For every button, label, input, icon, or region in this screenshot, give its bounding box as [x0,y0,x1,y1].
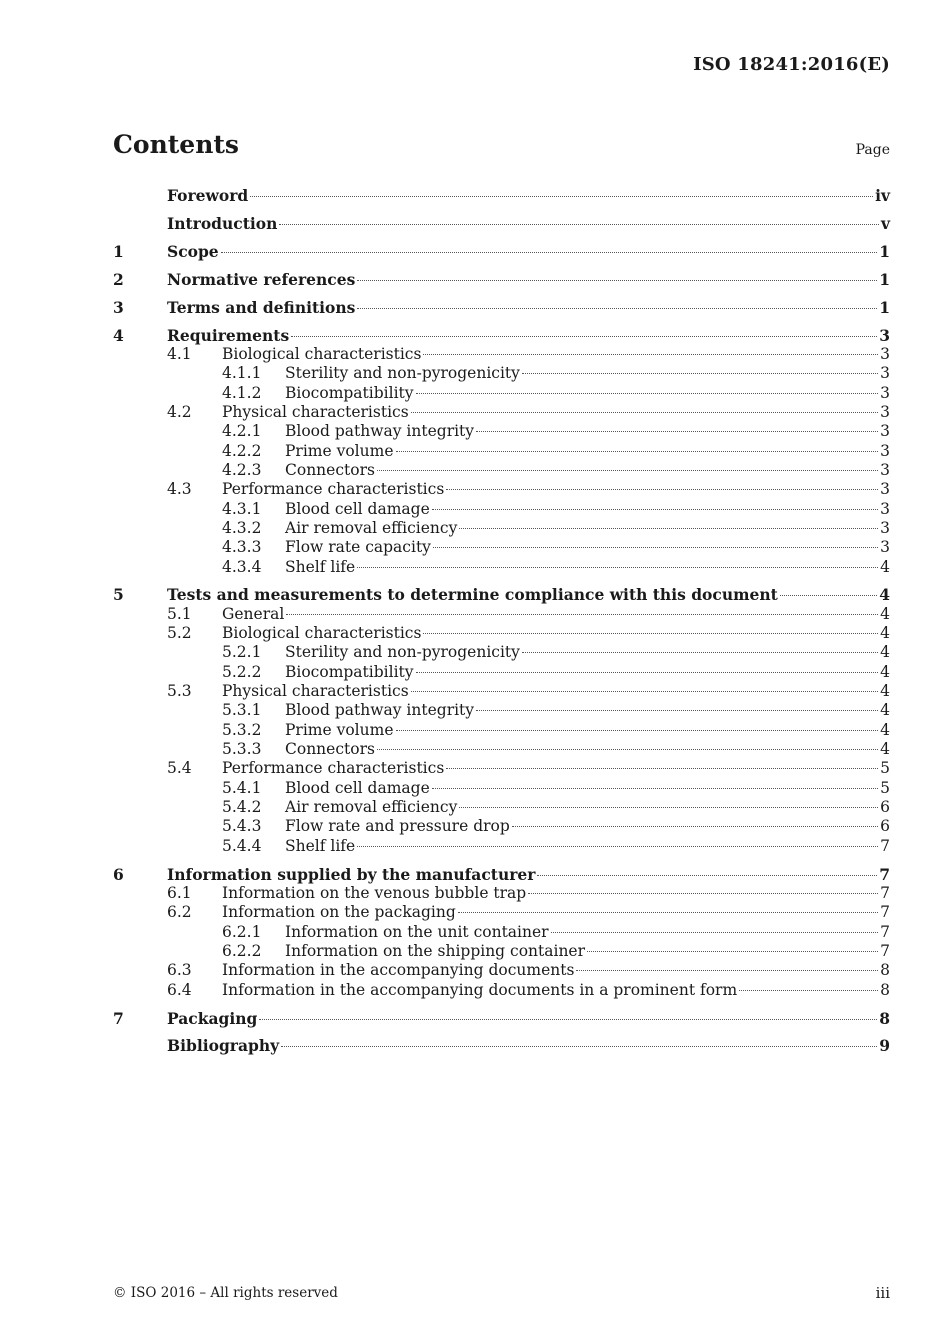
toc-entry-number: 5.3.1 [222,701,262,720]
dot-leader [221,252,878,253]
toc-entry[interactable] [113,461,890,480]
toc-entry-page[interactable]: 4 [880,701,890,720]
toc-entry-page[interactable]: 8 [880,980,890,999]
dot-leader [357,567,878,568]
table-of-contents [113,186,890,1056]
toc-entry-title[interactable]: Connectors [285,460,375,479]
toc-entry-page[interactable]: 3 [880,364,890,383]
dot-leader [459,807,878,808]
toc-entry[interactable] [113,643,890,662]
toc-entry-number: 5.2 [167,624,192,643]
toc-entry[interactable] [113,759,890,778]
toc-entry[interactable] [113,558,890,577]
toc-entry-page[interactable]: 4 [880,557,890,576]
toc-entry-title[interactable]: Physical characteristics [222,682,409,701]
toc-entry-number: 5.4.3 [222,817,262,836]
toc-entry-title[interactable]: Packaging [167,1008,258,1028]
toc-entry-page[interactable]: 5 [880,778,890,797]
toc-entry-number: 6 [113,864,124,884]
dot-leader [780,595,877,596]
toc-entry-page[interactable]: 3 [880,402,890,421]
toc-entry-title[interactable]: Blood pathway integrity [285,701,475,720]
toc-entry-title[interactable]: Foreword [167,186,249,205]
toc-entry-number: 3 [113,297,124,317]
toc-entry-number: 4 [113,325,124,345]
dot-leader [377,749,878,750]
toc-entry[interactable] [113,519,890,538]
toc-entry-title[interactable]: Introduction [167,213,278,233]
toc-entry-title[interactable]: Blood pathway integrity [285,422,475,441]
toc-entry-page[interactable]: 3 [879,325,890,345]
toc-entry[interactable] [113,923,890,942]
toc-entry[interactable] [113,1036,890,1055]
toc-entry-page[interactable]: 4 [879,585,890,605]
toc-entry-page[interactable]: 4 [880,643,890,662]
dot-leader [286,614,878,615]
toc-entry-title[interactable]: Performance characteristics [222,759,445,778]
toc-entry-number: 4.2.2 [222,441,262,460]
toc-entry-number: 2 [113,269,124,289]
dot-leader [476,710,878,711]
document-id: ISO 18241:2016(E) [693,54,890,75]
toc-entry-page[interactable]: 4 [880,604,890,623]
toc-entry[interactable] [113,865,890,884]
toc-entry[interactable] [113,326,890,345]
toc-entry-title[interactable]: Prime volume [285,441,394,460]
footer-copyright: © ISO 2016 – All rights reserved [113,1285,338,1301]
dot-leader [411,691,878,692]
dot-leader [250,196,873,197]
toc-entry-number: 1 [113,241,124,261]
toc-entry-page[interactable]: 3 [880,383,890,402]
toc-entry[interactable] [113,942,890,961]
dot-leader [512,826,878,827]
toc-entry-title[interactable]: Prime volume [285,720,394,739]
toc-entry-number: 4.2.1 [222,422,262,441]
toc-entry[interactable] [113,903,890,922]
toc-entry-title[interactable]: Shelf life [285,557,356,576]
toc-entry-title[interactable]: Performance characteristics [222,480,445,499]
toc-entry[interactable] [113,242,890,261]
toc-entry-title[interactable]: Information on the unit container [285,922,549,941]
toc-entry-page[interactable]: 7 [880,922,890,941]
toc-entry-page[interactable]: 6 [880,817,890,836]
toc-entry[interactable] [113,779,890,798]
toc-entry[interactable] [113,214,890,233]
toc-entry-number: 6.4 [167,980,192,999]
toc-entry-title[interactable]: Flow rate and pressure drop [285,817,510,836]
toc-entry-page[interactable]: 1 [879,241,890,261]
dot-leader [357,308,877,309]
toc-entry[interactable] [113,701,890,720]
dot-leader [416,672,879,673]
toc-entry-number: 5.4 [167,759,192,778]
dot-leader [476,431,878,432]
toc-entry-number: 4.2 [167,402,192,421]
dot-leader [432,788,878,789]
toc-entry[interactable] [113,384,890,403]
toc-entry-number: 5.2.2 [222,662,262,681]
toc-entry-number: 7 [113,1008,124,1028]
toc-entry[interactable] [113,817,890,836]
toc-entry-page[interactable]: 7 [879,864,890,884]
toc-entry[interactable] [113,682,890,701]
toc-entry-number: 6.2.2 [222,941,262,960]
toc-entry[interactable] [113,961,890,980]
toc-entry-page[interactable]: 7 [880,836,890,855]
toc-entry[interactable] [113,605,890,624]
toc-entry-number: 5.4.1 [222,778,262,797]
toc-entry[interactable] [113,721,890,740]
toc-entry-title[interactable]: Biocompatibility [285,662,414,681]
dot-leader [281,1046,877,1047]
toc-entry-number: 4.1 [167,344,192,363]
toc-entry-number: 4.3 [167,480,192,499]
dot-leader [522,652,878,653]
toc-entry-number: 5.4.2 [222,798,262,817]
toc-entry-title[interactable]: Shelf life [285,836,356,855]
dot-leader [411,412,878,413]
toc-entry-number: 5.1 [167,604,192,623]
toc-entry-title[interactable]: Information on the packaging [222,903,456,922]
toc-entry-page[interactable]: 4 [880,682,890,701]
dot-leader [522,373,878,374]
toc-entry-title[interactable]: Sterility and non-pyrogenicity [285,364,520,383]
dot-leader [576,970,878,971]
toc-entry-page[interactable]: 4 [880,624,890,643]
toc-entry-number: 4.3.4 [222,557,262,576]
toc-entry-page[interactable]: 7 [880,883,890,902]
dot-leader [537,875,877,876]
toc-entry-number: 5.3.2 [222,720,262,739]
toc-entry[interactable] [113,538,890,557]
dot-leader [739,990,878,991]
toc-entry-number: 4.3.3 [222,538,262,557]
dot-leader [423,354,878,355]
toc-entry[interactable] [113,837,890,856]
toc-entry-title[interactable]: Information on the shipping container [285,941,586,960]
dot-leader [458,912,878,913]
toc-entry-number: 6.2 [167,903,192,922]
toc-entry[interactable] [113,663,890,682]
toc-entry[interactable] [113,740,890,759]
toc-entry-title[interactable]: Normative references [167,269,356,289]
toc-entry-number: 5.3.3 [222,740,262,759]
toc-entry-number: 5 [113,585,124,605]
toc-entry-title[interactable]: Scope [167,241,219,261]
toc-entry-page[interactable]: 1 [879,269,890,289]
dot-leader [396,730,879,731]
toc-entry-page[interactable]: 1 [879,297,890,317]
contents-heading: Contents [113,130,240,159]
toc-entry-title[interactable]: Flow rate capacity [285,538,431,557]
toc-entry[interactable] [113,500,890,519]
toc-entry[interactable] [113,298,890,317]
toc-entry-title[interactable]: Biocompatibility [285,383,414,402]
toc-entry-title[interactable]: Requirements [167,325,290,345]
toc-entry[interactable] [113,403,890,422]
toc-entry-page[interactable]: 4 [880,720,890,739]
dot-leader [528,893,878,894]
dot-leader [357,280,877,281]
dot-leader [377,470,878,471]
toc-entry-number: 4.2.3 [222,460,262,479]
toc-entry-title[interactable]: Blood cell damage [285,778,430,797]
toc-entry[interactable] [113,981,890,1000]
toc-entry-number: 6.3 [167,961,192,980]
toc-entry-title[interactable]: General [222,604,285,623]
toc-entry[interactable] [113,1009,890,1028]
toc-entry-title[interactable]: Information in the accompanying documents in a prominent form [222,980,738,999]
toc-entry[interactable] [113,186,890,205]
toc-entry[interactable] [113,798,890,817]
footer-page-number: iii [875,1284,890,1302]
dot-leader [291,336,877,337]
dot-leader [416,393,879,394]
toc-entry-page[interactable]: 3 [880,460,890,479]
toc-entry-number: 6.1 [167,883,192,902]
toc-entry-page[interactable]: 4 [880,740,890,759]
toc-entry[interactable] [113,422,890,441]
toc-entry-number: 5.4.4 [222,836,262,855]
dot-leader [357,846,878,847]
toc-entry-title[interactable]: Physical characteristics [222,402,409,421]
toc-entry-page[interactable]: 3 [880,344,890,363]
toc-entry-page[interactable]: 3 [880,538,890,557]
dot-leader [259,1019,877,1020]
toc-entry[interactable] [113,480,890,499]
toc-entry-title[interactable]: Biological characteristics [222,344,422,363]
toc-entry-number: 6.2.1 [222,922,262,941]
dot-leader [432,509,878,510]
toc-entry-page[interactable]: 6 [880,798,890,817]
dot-leader [446,768,878,769]
toc-entry-page[interactable]: 3 [880,518,890,537]
toc-entry[interactable] [113,270,890,289]
dot-leader [396,451,879,452]
toc-entry-page[interactable]: 3 [880,441,890,460]
toc-entry-title[interactable]: Air removal efficiency [285,798,458,817]
toc-entry-title[interactable]: Information in the accompanying documents [222,961,575,980]
toc-entry-number: 5.2.1 [222,643,262,662]
toc-entry-title[interactable]: Terms and definitions [167,297,356,317]
toc-entry-page[interactable]: 8 [879,1008,890,1028]
toc-entry-page[interactable]: 5 [880,759,890,778]
toc-entry-title[interactable]: Bibliography [167,1036,280,1056]
toc-entry-page[interactable]: 7 [880,903,890,922]
toc-entry[interactable] [113,442,890,461]
toc-entry-number: 4.1.1 [222,364,262,383]
dot-leader [279,224,879,225]
toc-entry-page[interactable]: 9 [879,1036,890,1056]
dot-leader [587,951,878,952]
toc-entry-page[interactable]: 3 [880,480,890,499]
toc-entry[interactable] [113,585,890,604]
dot-leader [459,528,878,529]
toc-entry-number: 4.1.2 [222,383,262,402]
toc-entry-title[interactable]: Sterility and non-pyrogenicity [285,643,520,662]
toc-entry-title[interactable]: Tests and measurements to determine compliance with this document [167,585,778,605]
dot-leader [433,547,878,548]
toc-entry[interactable] [113,624,890,643]
toc-entry-title[interactable]: Blood cell damage [285,499,430,518]
toc-entry-title[interactable]: Information on the venous bubble trap [222,883,527,902]
toc-entry-number: 4.3.1 [222,499,262,518]
toc-entry-page[interactable]: v [880,213,890,233]
toc-entry-page[interactable]: 8 [880,961,890,980]
dot-leader [423,633,878,634]
toc-entry-title[interactable]: Information supplied by the manufacturer [167,864,536,884]
dot-leader [551,932,879,933]
toc-entry-page[interactable]: 3 [880,499,890,518]
toc-entry-page[interactable]: 7 [880,941,890,960]
toc-entry-title[interactable]: Air removal efficiency [285,518,458,537]
toc-entry-number: 5.3 [167,682,192,701]
toc-entry-page[interactable]: iv [875,186,890,205]
toc-entry[interactable] [113,364,890,383]
toc-entry-page[interactable]: 3 [880,422,890,441]
toc-entry[interactable] [113,345,890,364]
toc-entry-page[interactable]: 4 [880,662,890,681]
dot-leader [446,489,878,490]
toc-entry-title[interactable]: Connectors [285,740,375,759]
toc-entry[interactable] [113,884,890,903]
page-column-label: Page [855,142,890,158]
toc-entry-title[interactable]: Biological characteristics [222,624,422,643]
toc-entry-number: 4.3.2 [222,518,262,537]
